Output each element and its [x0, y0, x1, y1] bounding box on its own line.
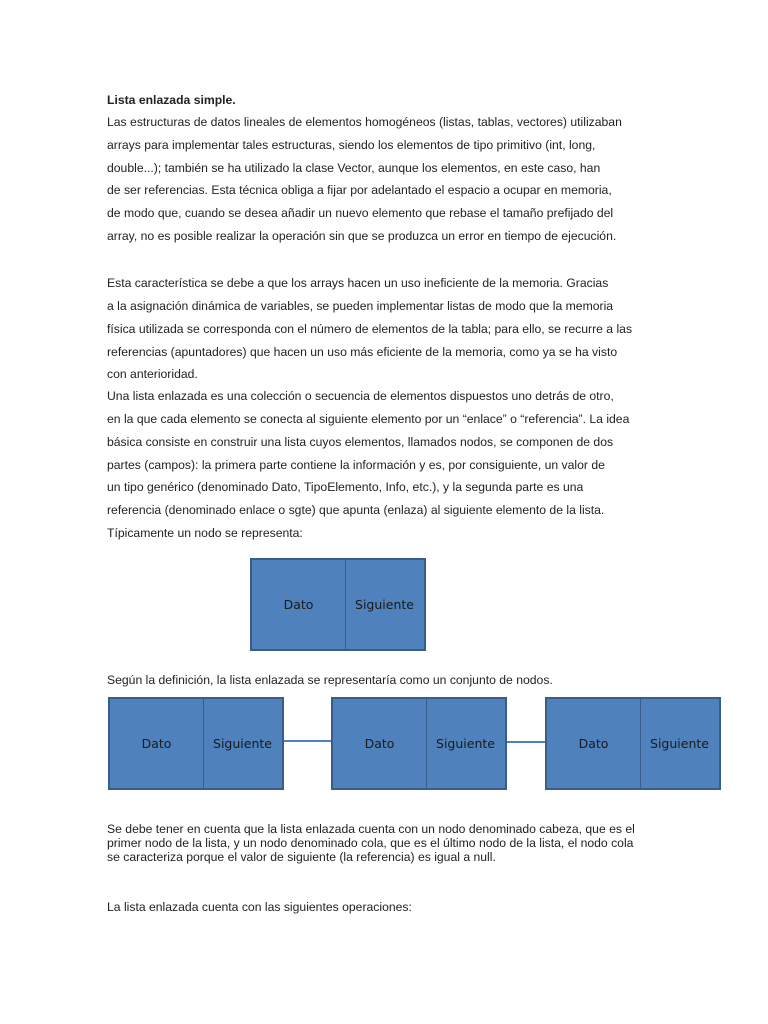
paragraph-line: un tipo genérico (denominado Dato, TipoElemento, Info, etc.), y la segunda parte es una	[107, 480, 584, 494]
node-siguiente-field: Siguiente	[355, 597, 414, 612]
paragraph-line: de modo que, cuando se desea añadir un nuevo elemento que rebase el tamaño prefijado del	[107, 206, 614, 220]
section-title: Lista enlazada simple.	[107, 93, 236, 107]
paragraph-line: Se debe tener en cuenta que la lista enlazada cuenta con un nodo denominado cabeza, que es el	[107, 822, 635, 836]
paragraph-line: Esta característica se debe a que los arrays hacen un uso ineficiente de la memoria. Gracias	[107, 276, 609, 290]
paragraph-line: Las estructuras de datos lineales de elementos homogéneos (listas, tablas, vectores) utilizaban	[107, 115, 622, 129]
paragraph-line: arrays para implementar tales estructuras, siendo los elementos de tipo primitivo (int, long,	[107, 138, 596, 152]
paragraph-line: referencia (denominado enlace o sgte) que apunta (enlaza) al siguiente elemento de la lista.	[107, 503, 605, 517]
paragraph-line: referencias (apuntadores) que hacen un uso más eficiente de la memoria, como ya se ha visto	[107, 345, 618, 359]
node-dato-field: Dato	[141, 736, 172, 751]
paragraph-line: con anterioridad.	[107, 367, 198, 381]
node-siguiente-field: Siguiente	[213, 736, 272, 751]
list-caption: Según la definición, la lista enlazada se representaría como un conjunto de nodos.	[107, 673, 553, 687]
paragraph-line: se caracteriza porque el valor de siguiente (la referencia) es igual a null.	[107, 850, 496, 864]
paragraph-line: de ser referencias. Esta técnica obliga a fijar por adelantado el espacio a ocupar en memoria,	[107, 183, 612, 197]
paragraph-line: en la que cada elemento se conecta al siguiente elemento por un “enlace” o “referencia”. La idea	[107, 412, 630, 426]
list-node	[108, 697, 284, 790]
node-dato-field: Dato	[578, 736, 609, 751]
paragraph-line: primer nodo de la lista, y un nodo denominado cola, que es el último nodo de la lista, el nodo cola	[107, 836, 634, 850]
node-siguiente-field: Siguiente	[650, 736, 709, 751]
closing-line: La lista enlazada cuenta con las siguientes operaciones:	[107, 900, 412, 914]
node-link	[284, 740, 331, 742]
paragraph-line: física utilizada se corresponda con el número de elementos de la tabla; para ello, se recurre a las	[107, 322, 633, 336]
list-node	[545, 697, 721, 790]
node-dato-field: Dato	[283, 597, 314, 612]
paragraph-line: partes (campos): la primera parte contiene la información y es, por consiguiente, un valor de	[107, 458, 605, 472]
paragraph-line: array, no es posible realizar la operación sin que se produzca un error en tiempo de ejecución.	[107, 229, 617, 243]
node-diagram	[250, 558, 426, 651]
paragraph-line: básica consiste en construir una lista cuyos elementos, llamados nodos, se componen de dos	[107, 435, 614, 449]
paragraph-line: Típicamente un nodo se representa:	[107, 526, 303, 540]
paragraph-line: double...); también se ha utilizado la clase Vector, aunque los elementos, en este caso, han	[107, 161, 601, 175]
node-siguiente-field: Siguiente	[436, 736, 495, 751]
node-link	[507, 741, 545, 743]
paragraph-line: a la asignación dinámica de variables, se pueden implementar listas de modo que la memoria	[107, 299, 614, 313]
list-node	[331, 697, 507, 790]
node-dato-field: Dato	[364, 736, 395, 751]
paragraph-line: Una lista enlazada es una colección o secuencia de elementos dispuestos uno detrás de otro,	[107, 389, 614, 403]
